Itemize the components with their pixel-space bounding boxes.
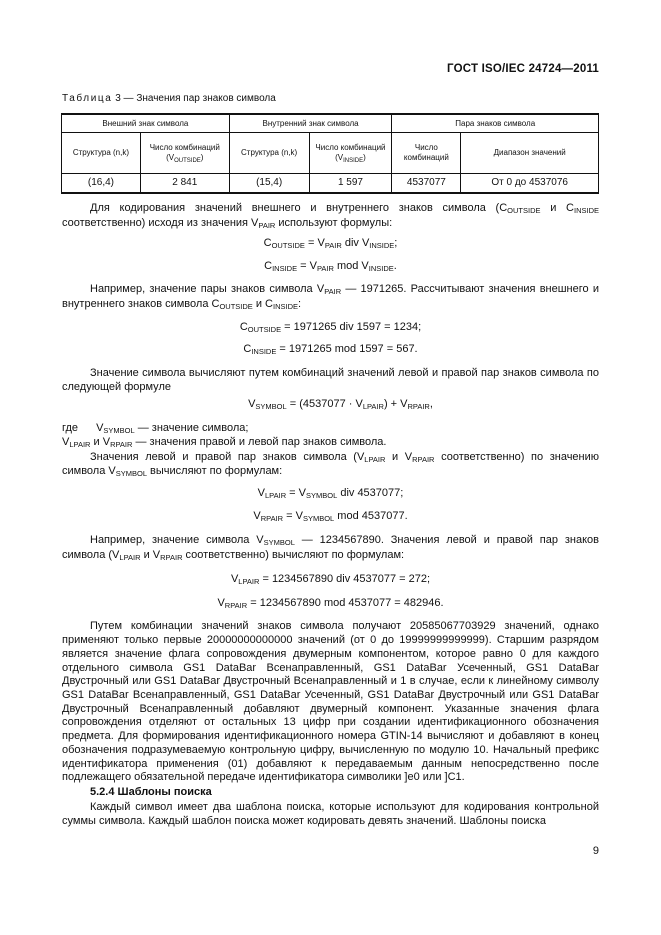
paragraph: Значение символа вычисляют путем комбинаций значений левой и правой пар знаков символа по следующей формуле <box>62 366 599 394</box>
formula: $C_{INSIDE} = 1971265$ mod 1597 = 567. <box>243 343 418 357</box>
group-pair: Пара знаков символа <box>392 114 599 133</box>
table-subheader-row <box>62 133 599 174</box>
formula: $V_{LPAIR} = 1234567890$ div 4537077 = 272; <box>230 573 431 587</box>
paragraph: Для кодирования значений внешнего и внутреннего знаков символа ($C_{OUTSIDE}$ и $C_{INSIDE}$ соответственно) исходя из значения $V_{PAIR}$ используют формулы: <box>62 202 599 230</box>
formula: $V_{SYMBOL} = (4537077 \cdot V_{LPAIR}) + V_{RPAIR}$, <box>248 397 433 411</box>
formula: $V_{RPAIR} = 1234567890$ mod 4537077 = 482946. <box>217 596 444 610</box>
table-caption <box>62 93 276 104</box>
document-body <box>62 201 599 829</box>
table-row <box>62 174 599 194</box>
formula: $C_{OUTSIDE} = V_{PAIR}$ div $V_{INSIDE}$; <box>263 237 398 251</box>
pair-count-header: Число комбинаций <box>392 133 461 174</box>
formula: $C_{OUTSIDE} = 1971265$ div 1597 = 1234; <box>239 320 422 334</box>
formula: $C_{INSIDE} = V_{PAIR}$ mod $V_{INSIDE}$. <box>264 259 397 273</box>
symbol-pair-values-table <box>61 113 599 194</box>
group-outer: Внешний знак символа <box>62 114 230 133</box>
caption-text: 3 — Значения пар знаков символа <box>112 93 276 104</box>
paragraph: Например, значение символа $V_{SYMBOL}$ — 1234567890. Значения левой и правой пар знаков символа ($V_{LPAIR}$ и $V_{RPAIR}$ соответственно) вычисляют по формулам: <box>62 534 599 562</box>
caption-label: Таблица <box>62 93 113 104</box>
inner-comb-header: Число комбинаций $(V_{INSIDE})$ <box>309 133 392 174</box>
where-line: где $V_{SYMBOL}$ — значение символа; <box>62 421 249 435</box>
table-group-header-row <box>62 114 599 133</box>
table-cell: 1 597 <box>309 174 392 194</box>
paragraph: Каждый символ имеет два шаблона поиска, которые используют для кодирования контрольной суммы символа. Каждый шаблон поиска может кодировать девять значений. Шаблоны поиска <box>62 800 599 828</box>
formula: $V_{LPAIR} = V_{SYMBOL}$ div 4537077; <box>257 486 404 500</box>
table-cell: (15,4) <box>229 174 309 194</box>
paragraph: Значения левой и правой пар знаков символа ($V_{LPAIR}$ и $V_{RPAIR}$ соответственно) по значению символа $V_{SYMBOL}$ вычисляют по формулам: <box>62 450 600 479</box>
outer-comb-header: Число комбинаций $(V_{OUTSIDE})$ <box>140 133 229 174</box>
where-line: $V_{LPAIR}$ и $V_{RPAIR}$ — значения правой и левой пар знаков символа. <box>62 436 387 450</box>
outer-struct-header: Структура (n,k) <box>62 133 141 174</box>
paragraph: Например, значение пары знаков символа $V_{PAIR}$ — 1971265. Рассчитывают значения внешнего и внутреннего знаков символа $C_{OUTSIDE}$ и $C_{INSIDE}$: <box>62 283 599 311</box>
table-cell: (16,4) <box>62 174 141 194</box>
page-number: 9 <box>592 845 599 857</box>
table-cell: От 0 до 4537076 <box>461 174 599 194</box>
paragraph: Путем комбинации значений знаков символа получают 20585067703929 значений, однако применяют только первые 20000000000000 значений (от 0 до 19999999999999). Старшим разрядом является значение флага сопровождения двумерным компонентом, которое равно 0 для каждого отдельного символа GS1 DataBar Всенаправленный, GS1 DataBar Усеченный, GS1 DataBar Двустрочный или GS1 DataBar Двустрочный Всенаправленный и 1 в случае, если к линейному символу GS1 DataBar Всенаправленный, GS1 DataBar Усеченный, GS1 DataBar Двустрочный или GS1 DataBar Двустрочный Всенаправленный добавляют двумерный компонент. Указанные значения флага сопровождения отделяют от остальных 13 цифр при создании идентификационного обозначения предмета. Для формирования идентификационного номера GTIN-14 вычисляют и добавляют в конец обозначения подразумеваемую контрольную цифру, вычисленную по модулю 10. Начальный префикс идентификатора применения (01) добавляют к передаваемым данным непосредственно после подлежащего обязательной передаче идентификатора символики ]e0 или ]C1. <box>62 620 599 784</box>
inner-struct-header: Структура (n,k) <box>229 133 309 174</box>
table-cell: 4537077 <box>392 174 461 194</box>
formula: $V_{RPAIR} = V_{SYMBOL}$ mod 4537077. <box>253 509 408 523</box>
table-cell: 2 841 <box>140 174 229 194</box>
pair-range-header: Диапазон значений <box>461 133 599 174</box>
standard-header: ГОСТ ISO/IEC 24724—2011 <box>447 63 599 75</box>
group-inner: Внутренний знак символа <box>229 114 392 133</box>
section-heading: 5.2.4 Шаблоны поиска <box>90 785 212 798</box>
